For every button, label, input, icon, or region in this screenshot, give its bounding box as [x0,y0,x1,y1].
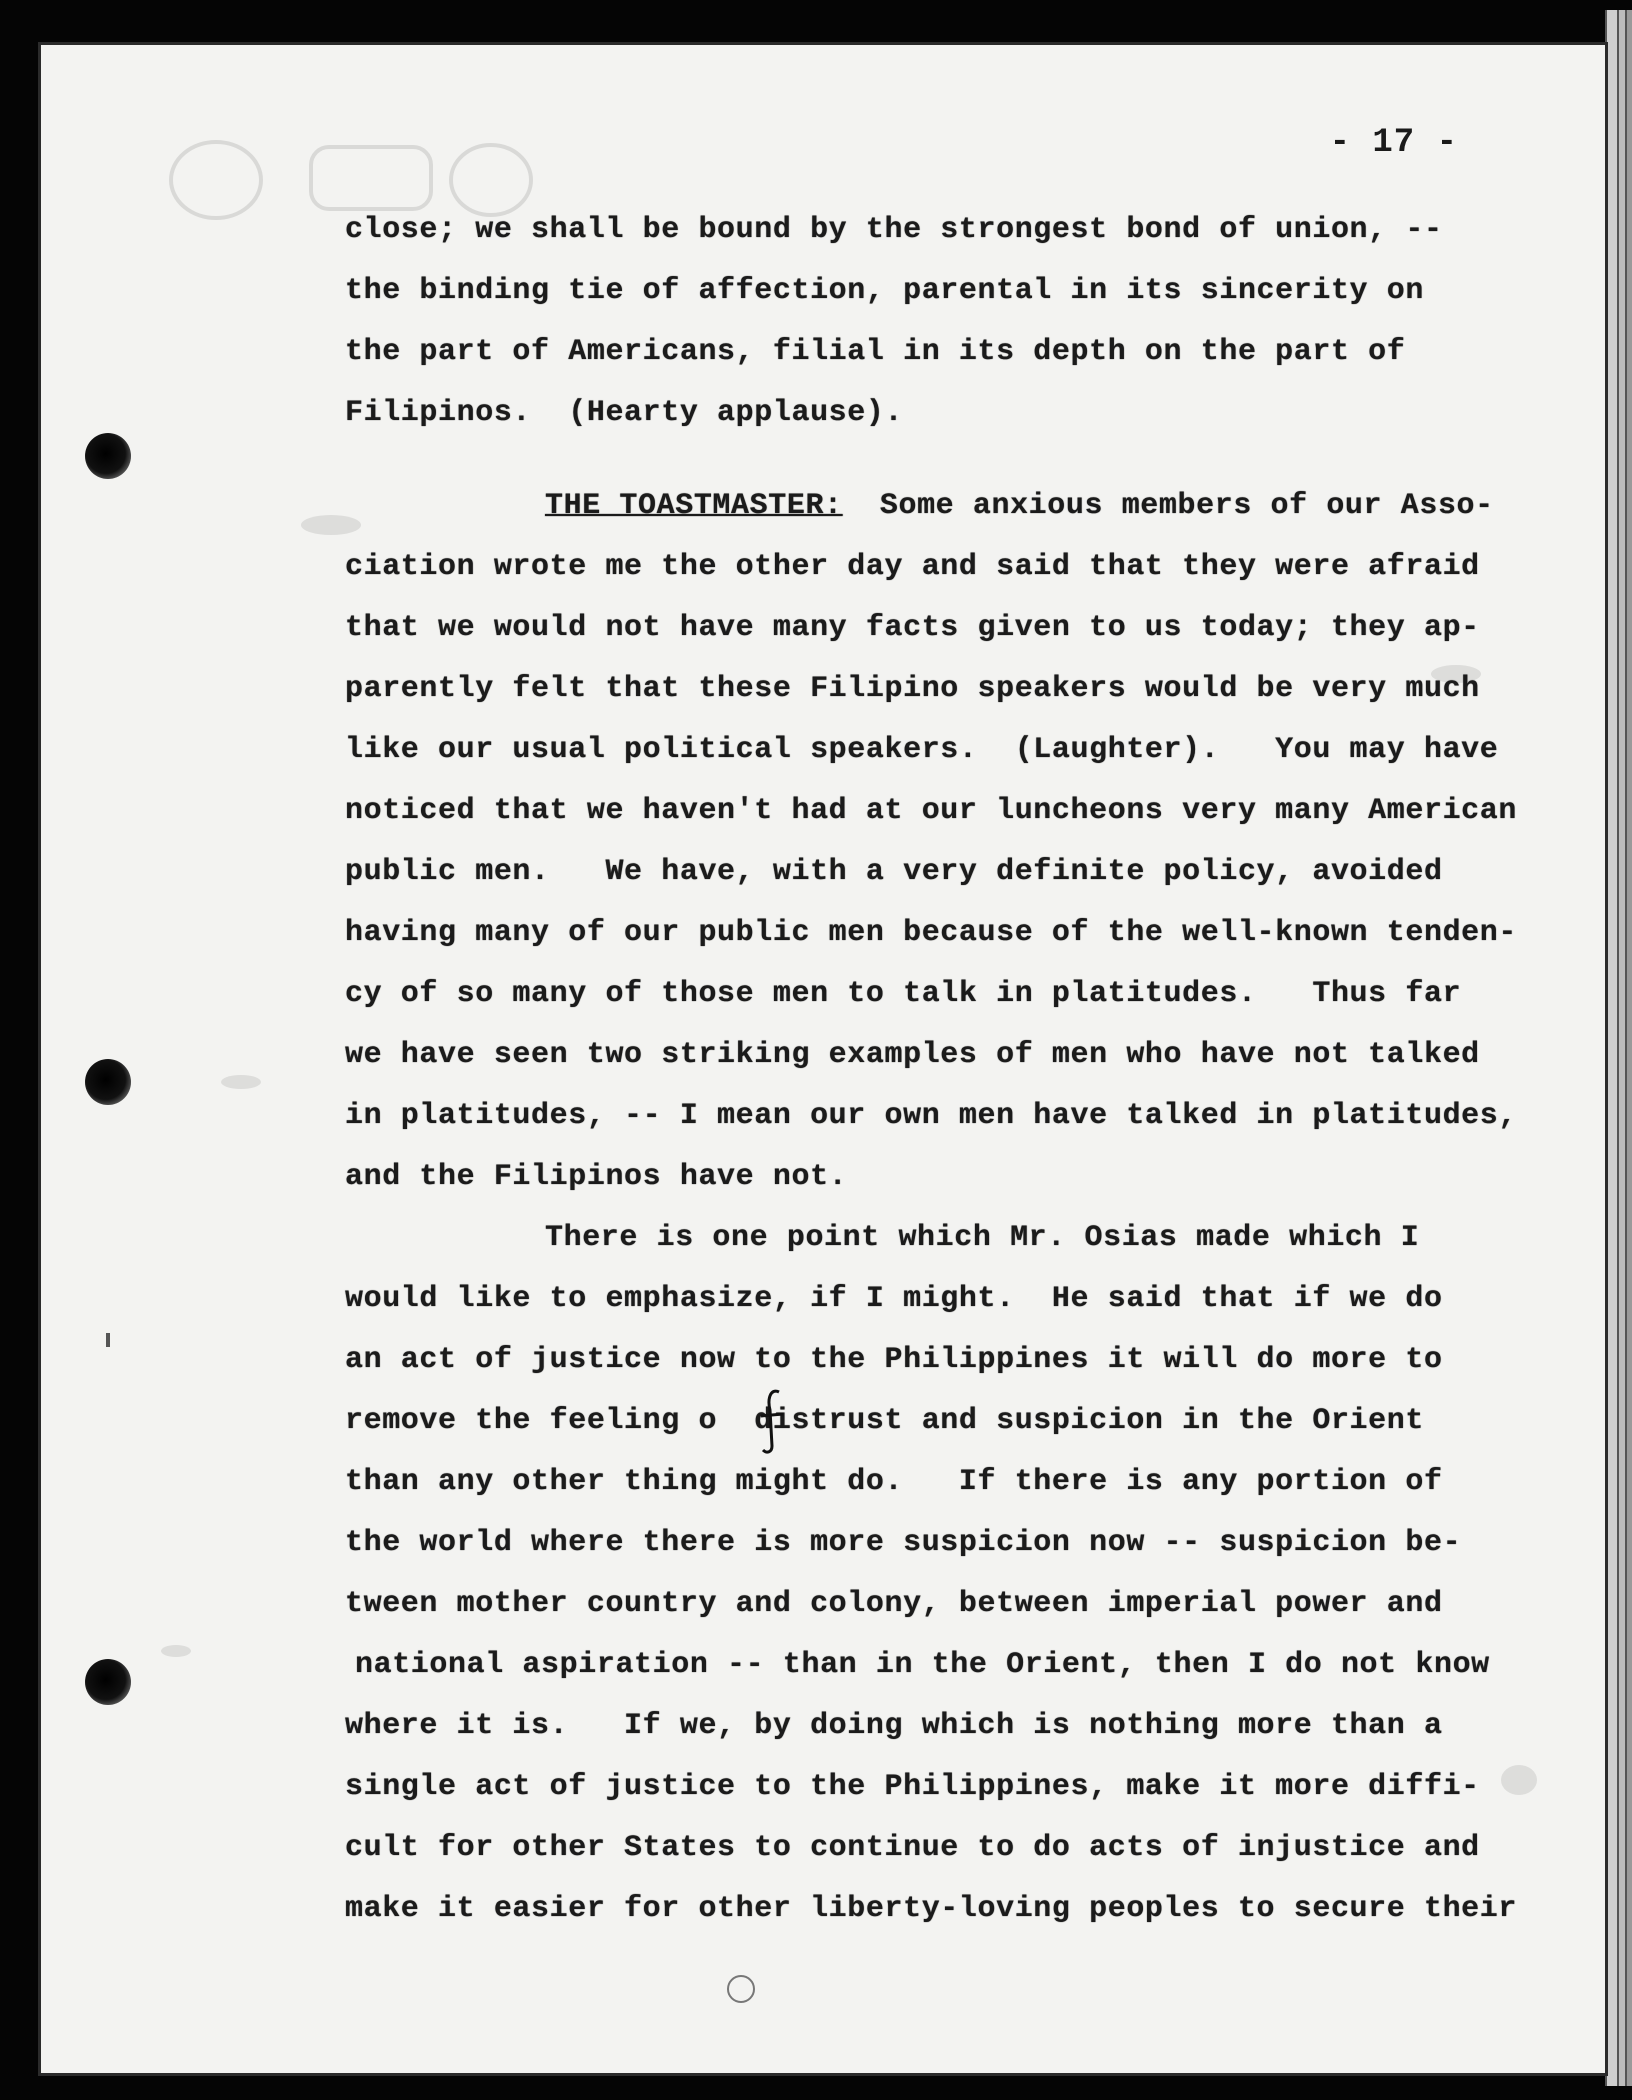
text-line: in platitudes, -- I mean our own men have talked in platitudes, [345,1099,1517,1133]
text-line: that we would not have many facts given to us today; they ap- [345,611,1480,645]
punch-hole [85,1659,131,1705]
text-line: make it easier for other liberty-loving peoples to secure their [345,1892,1517,1926]
scan-speckle [161,1645,191,1657]
text-line: national aspiration -- than in the Orient, then I do not know [355,1648,1490,1682]
text-line: remove the feeling o distrust and suspicion in the Orient [345,1404,1424,1438]
speaker-label: THE TOASTMASTER: [545,489,843,523]
handwritten-insert-text: f [757,1386,758,1387]
text-line: where it is. If we, by doing which is nothing more than a [345,1709,1443,1743]
page-number: - 17 - [1329,124,1458,162]
text-line: close; we shall be bound by the strongest bond of union, -- [345,213,1443,247]
text-line: parently felt that these Filipino speakers would be very much [345,672,1480,706]
text-line: than any other thing might do. If there is any portion of [345,1465,1443,1499]
text-line: ciation wrote me the other day and said that they were afraid [345,550,1480,584]
text-line: like our usual political speakers. (Laughter). You may have [345,733,1499,767]
text-line: would like to emphasize, if I might. He said that if we do [345,1282,1443,1316]
text-line: the world where there is more suspicion now -- suspicion be- [345,1526,1462,1560]
scan-speckle [221,1075,261,1089]
text-line: we have seen two striking examples of men who have not talked [345,1038,1480,1072]
text-line: There is one point which Mr. Osias made which I [545,1221,1420,1255]
sheet-edge [1625,10,1632,2086]
text-line: noticed that we haven't had at our luncheons very many American [345,794,1517,828]
text-line [345,476,1545,537]
margin-mark [106,1333,110,1347]
text-line: an act of justice now to the Philippines it will do more to [345,1343,1443,1377]
punch-hole [85,1059,131,1105]
text-line: public men. We have, with a very definite policy, avoided [345,855,1443,889]
small-circle-mark [727,1975,755,2003]
text-line: tween mother country and colony, between imperial power and [345,1587,1443,1621]
text-line: the part of Americans, filial in its depth on the part of [345,335,1406,369]
text-line: single act of justice to the Philippines, make it more diffi- [345,1770,1480,1804]
text-line: cult for other States to continue to do acts of injustice and [345,1831,1480,1865]
text-line: and the Filipinos have not. [345,1160,848,1194]
text-line: the binding tie of affection, parental in its sincerity on [345,274,1424,308]
typed-body-text [345,200,1545,1940]
text-line: Filipinos. (Hearty applause). [345,396,904,430]
text-line-rest: Some anxious members of our Asso- [842,489,1494,523]
text-line: cy of so many of those men to talk in platitudes. Thus far [345,977,1462,1011]
punch-hole [85,433,131,479]
handwritten-correction [757,1386,787,1456]
text-line: having many of our public men because of the well-known tenden- [345,916,1517,950]
